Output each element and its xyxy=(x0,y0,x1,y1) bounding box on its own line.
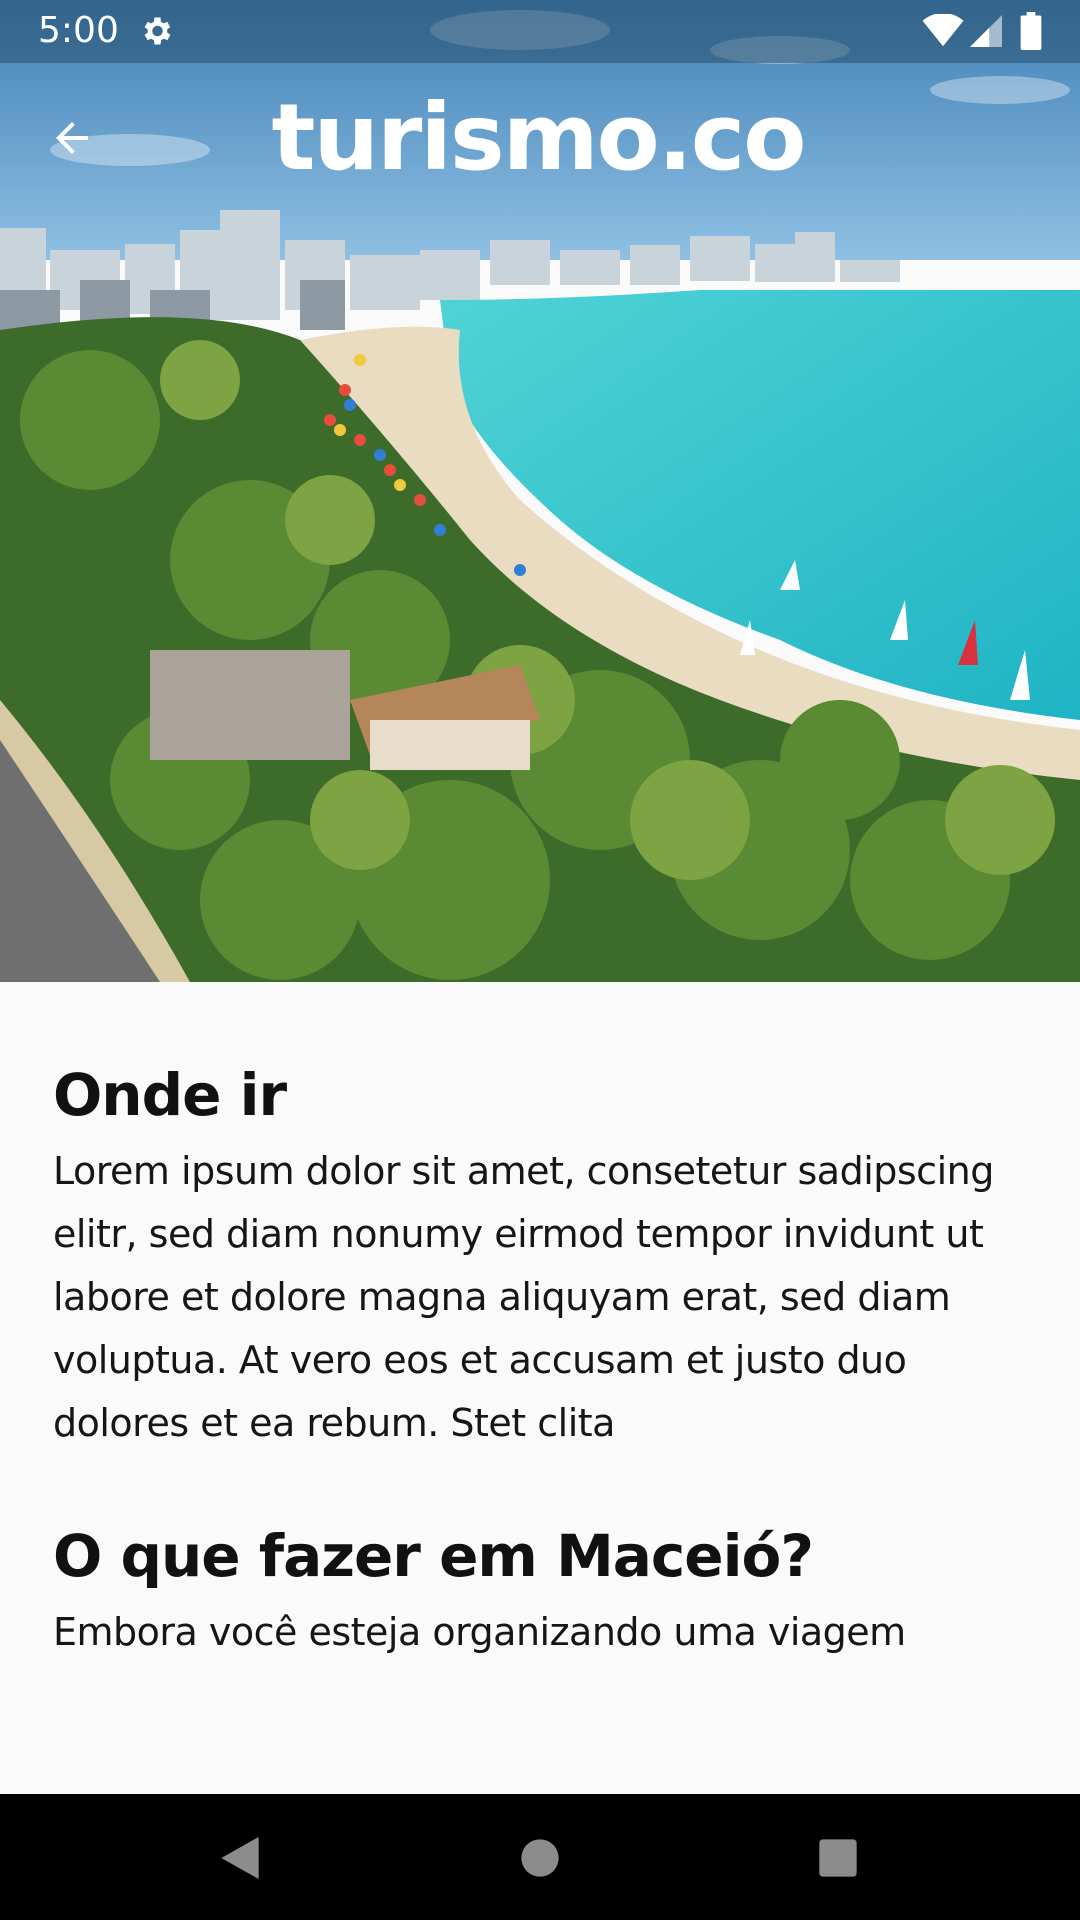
section-heading-o-que-fazer: O que fazer em Maceió? xyxy=(53,1522,814,1590)
signal-icon xyxy=(970,14,1002,48)
wifi-icon xyxy=(922,14,964,48)
back-triangle-icon[interactable] xyxy=(212,1830,268,1886)
section-heading-onde-ir: Onde ir xyxy=(53,1061,287,1129)
battery-icon xyxy=(1020,12,1042,50)
section-text-onde-ir: Lorem ipsum dolor sit amet, consetetur sadipscing elitr, sed diam nonumy eirmod tempor invidunt ut labore et dolore magna aliquyam erat, sed diam voluptua. At vero eos et accusam et justo duo dolores et ea rebum. Stet clita xyxy=(53,1149,994,1445)
status-time: 5:00 xyxy=(38,10,119,51)
article-content xyxy=(53,1050,1033,1664)
app-title: turismo.co xyxy=(271,84,805,191)
navigation-bar xyxy=(0,1794,1080,1920)
gear-icon xyxy=(138,13,174,49)
home-circle-icon[interactable] xyxy=(512,1830,568,1886)
status-bar xyxy=(0,0,1080,63)
recents-square-icon[interactable] xyxy=(810,1830,866,1886)
section-text-o-que-fazer: Embora você esteja organizando uma viagem xyxy=(53,1610,906,1654)
